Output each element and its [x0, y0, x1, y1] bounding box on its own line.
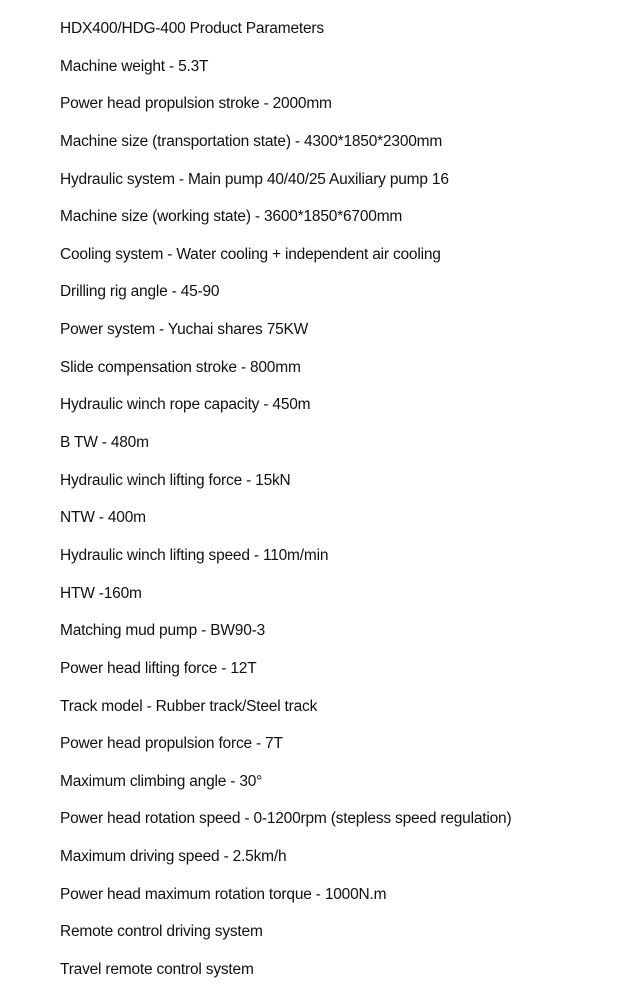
param-max-driving-speed: Maximum driving speed - 2.5km/h [60, 848, 287, 866]
param-slide-compensation-stroke: Slide compensation stroke - 800mm [60, 358, 301, 376]
param-winch-lifting-speed: Hydraulic winch lifting speed - 110m/min [60, 546, 329, 564]
param-max-rotation-torque: Power head maximum rotation torque - 1000N.m [60, 885, 387, 903]
param-machine-weight: Machine weight - 5.3T [60, 57, 209, 75]
param-power-head-lifting-force: Power head lifting force - 12T [60, 659, 257, 677]
param-htw: HTW -160m [60, 584, 142, 602]
param-power-system: Power system - Yuchai shares 75KW [60, 321, 309, 339]
param-drilling-rig-angle: Drilling rig angle - 45-90 [60, 283, 220, 301]
param-max-climbing-angle: Maximum climbing angle - 30° [60, 772, 263, 790]
param-remote-control-driving: Remote control driving system [60, 923, 263, 941]
param-hydraulic-system: Hydraulic system - Main pump 40/40/25 Auxiliary pump 16 [60, 170, 449, 188]
param-track-model: Track model - Rubber track/Steel track [60, 697, 318, 715]
param-machine-size-transport: Machine size (transportation state) - 4300*1850*2300mm [60, 132, 443, 150]
param-mud-pump: Matching mud pump - BW90-3 [60, 622, 265, 640]
param-power-head-propulsion-force: Power head propulsion force - 7T [60, 735, 283, 753]
param-winch-lifting-force: Hydraulic winch lifting force - 15kN [60, 471, 291, 489]
param-travel-remote-control: Travel remote control system [60, 961, 254, 979]
param-ntw: NTW - 400m [60, 509, 146, 527]
param-power-head-rotation-speed: Power head rotation speed - 0-1200rpm (stepless speed regulation) [60, 810, 512, 828]
param-machine-size-working: Machine size (working state) - 3600*1850*6700mm [60, 208, 403, 226]
product-parameters-document [60, 18, 615, 997]
param-winch-rope-capacity: Hydraulic winch rope capacity - 450m [60, 396, 311, 414]
param-power-head-propulsion-stroke: Power head propulsion stroke - 2000mm [60, 95, 332, 113]
document-title: HDX400/HDG-400 Product Parameters [60, 20, 324, 37]
param-btw: B TW - 480m [60, 434, 149, 452]
param-cooling-system: Cooling system - Water cooling + independent air cooling [60, 245, 441, 263]
